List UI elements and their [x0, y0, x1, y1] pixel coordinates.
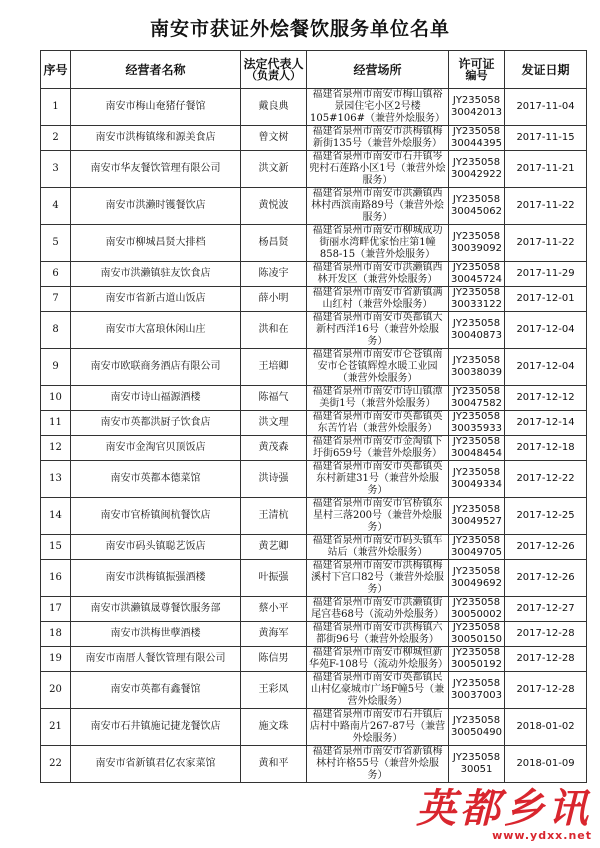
row-address: 福建省泉州市南安市英都镇英东苦竹岩（兼营外烩服务）: [307, 411, 449, 436]
row-address: 福建省泉州市南安市柳城成功街丽水湾畔优家怡庄第1幢858-15（兼营外烩服务）: [307, 225, 449, 262]
header-date: 发证日期: [505, 51, 587, 89]
table-row: [41, 349, 587, 386]
row-license-number: JY235058 30049527: [449, 498, 505, 535]
row-name: 南安市省新镇君亿农家菜馆: [71, 746, 241, 783]
row-representative: 洪文理: [241, 411, 307, 436]
row-issue-date: 2017-12-18: [505, 436, 587, 461]
row-representative: 王彩凤: [241, 672, 307, 709]
row-no: 8: [41, 312, 71, 349]
table-row: [41, 312, 587, 349]
row-address: 福建省泉州市南安市金淘镇下圩街659号（兼营外烩服务）: [307, 436, 449, 461]
row-no: 11: [41, 411, 71, 436]
row-address: 福建省泉州市南安市码头镇车站后（兼营外烩服务）: [307, 535, 449, 560]
row-representative: 黄茂森: [241, 436, 307, 461]
row-issue-date: 2017-12-28: [505, 647, 587, 672]
table-row: [41, 225, 587, 262]
table-row: [41, 89, 587, 126]
row-no: 15: [41, 535, 71, 560]
row-license-number: JY235058 30042922: [449, 151, 505, 188]
row-license-number: JY235058 30045724: [449, 262, 505, 287]
row-representative: 叶振强: [241, 560, 307, 597]
table-row: [41, 126, 587, 151]
row-address: 福建省泉州市南安市省新镇满山红村（兼营外烩服务）: [307, 287, 449, 312]
row-name: 南安市华友餐饮管理有限公司: [71, 151, 241, 188]
row-name: 南安市省新古道山饭店: [71, 287, 241, 312]
row-issue-date: 2017-12-04: [505, 349, 587, 386]
row-issue-date: 2017-12-28: [505, 622, 587, 647]
row-license-number: JY235058 30037003: [449, 672, 505, 709]
row-no: 13: [41, 461, 71, 498]
table-row: [41, 622, 587, 647]
row-issue-date: 2018-01-02: [505, 709, 587, 746]
row-license-number: JY235058 30050002: [449, 597, 505, 622]
row-no: 7: [41, 287, 71, 312]
row-issue-date: 2017-12-26: [505, 535, 587, 560]
row-no: 14: [41, 498, 71, 535]
row-issue-date: 2017-12-27: [505, 597, 587, 622]
table-row: [41, 647, 587, 672]
watermark-url: www.ydxx.net: [492, 829, 592, 842]
row-name: 南安市欧联商务酒店有限公司: [71, 349, 241, 386]
row-no: 19: [41, 647, 71, 672]
row-address: 福建省泉州市南安市仑苍镇南安市仑苍镇辉煌水暖工业园（兼营外烩服务）: [307, 349, 449, 386]
row-representative: 陈凌宇: [241, 262, 307, 287]
row-representative: 陈信男: [241, 647, 307, 672]
row-address: 福建省泉州市南安市梅山镇裕景园住宅小区2号楼105#106#（兼营外烩服务）: [307, 89, 449, 126]
row-no: 22: [41, 746, 71, 783]
row-issue-date: 2018-01-09: [505, 746, 587, 783]
row-representative: 王培卿: [241, 349, 307, 386]
table-row: [41, 709, 587, 746]
row-no: 21: [41, 709, 71, 746]
table-row: [41, 188, 587, 225]
row-representative: 施文珠: [241, 709, 307, 746]
table-row: [41, 436, 587, 461]
row-name: 南安市英都洪厨子饮食店: [71, 411, 241, 436]
row-address: 福建省泉州市南安市洪梅镇梅溪村下宫口82号（兼营外烩服务）: [307, 560, 449, 597]
row-license-number: JY235058 30044395: [449, 126, 505, 151]
row-name: 南安市英都有鑫餐馆: [71, 672, 241, 709]
row-representative: 洪和在: [241, 312, 307, 349]
row-issue-date: 2017-11-21: [505, 151, 587, 188]
row-issue-date: 2017-12-22: [505, 461, 587, 498]
row-name: 南安市码头镇聪艺饭店: [71, 535, 241, 560]
row-no: 9: [41, 349, 71, 386]
row-address: 福建省泉州市南安市洪濑镇西林村西滨南路89号（兼营外烩服务）: [307, 188, 449, 225]
row-address: 福建省泉州市南安市省新镇梅林村许格55号（兼营外烩服务）: [307, 746, 449, 783]
table-row: [41, 498, 587, 535]
row-license-number: JY235058 30049692: [449, 560, 505, 597]
header-rep-line1: 法定代表人: [243, 56, 304, 71]
row-representative: 洪诗强: [241, 461, 307, 498]
row-name: 南安市洪濑镇驻友饮食店: [71, 262, 241, 287]
row-name: 南安市大富琅休闲山庄: [71, 312, 241, 349]
header-name: 经营者名称: [71, 51, 241, 89]
row-address: 福建省泉州市南安市洪濑镇街尾宫巷68号（流动外烩服务）: [307, 597, 449, 622]
row-address: 福建省泉州市南安市官桥镇东星村三落200号（兼营外烩服务）: [307, 498, 449, 535]
row-issue-date: 2017-12-28: [505, 672, 587, 709]
license-table: [40, 50, 587, 783]
row-representative: 戴良典: [241, 89, 307, 126]
row-issue-date: 2017-12-04: [505, 312, 587, 349]
table-row: [41, 262, 587, 287]
page-title: 南安市获证外烩餐饮服务单位名单: [149, 18, 450, 40]
row-no: 16: [41, 560, 71, 597]
row-name: 南安市南厝人餐饮管理有限公司: [71, 647, 241, 672]
row-address: 福建省泉州市南安市洪梅镇六都街96号（兼营外烩服务）: [307, 622, 449, 647]
row-name: 南安市柳城昌贤大排档: [71, 225, 241, 262]
row-license-number: JY235058 30049705: [449, 535, 505, 560]
row-issue-date: 2017-12-01: [505, 287, 587, 312]
row-address: 福建省泉州市南安市英都镇民山村亿豪城市广场F幢5号（兼营外烩服务）: [307, 672, 449, 709]
row-license-number: JY235058 30051: [449, 746, 505, 783]
row-no: 5: [41, 225, 71, 262]
row-name: 南安市官桥镇闽杭餐饮店: [71, 498, 241, 535]
row-license-number: JY235058 30050490: [449, 709, 505, 746]
watermark-text: 英都乡讯: [416, 785, 592, 832]
table-row: [41, 386, 587, 411]
row-address: 福建省泉州市南安市洪梅镇梅新街135号（兼营外烩服务）: [307, 126, 449, 151]
row-issue-date: 2017-12-25: [505, 498, 587, 535]
row-no: 3: [41, 151, 71, 188]
row-address: 福建省泉州市南安市石井镇岑兜村石莲路小区1号（兼营外烩服务）: [307, 151, 449, 188]
row-address: 福建省泉州市南安市英都镇英东村新建31号（兼营外烩服务）: [307, 461, 449, 498]
row-representative: 洪文新: [241, 151, 307, 188]
row-issue-date: 2017-12-14: [505, 411, 587, 436]
row-no: 6: [41, 262, 71, 287]
row-name: 南安市洪梅镇振强酒楼: [71, 560, 241, 597]
row-issue-date: 2017-11-15: [505, 126, 587, 151]
row-name: 南安市洪梅镇缘和源美食店: [71, 126, 241, 151]
row-address: 福建省泉州市南安市英都镇大新村西洋16号（兼营外烩服务）: [307, 312, 449, 349]
row-name: 南安市洪梅世孽酒楼: [71, 622, 241, 647]
table-row: [41, 411, 587, 436]
row-license-number: JY235058 30038039: [449, 349, 505, 386]
row-issue-date: 2017-11-29: [505, 262, 587, 287]
header-rep-line2: （负责人）: [246, 68, 301, 82]
row-name: 南安市英都本德菜馆: [71, 461, 241, 498]
row-name: 南安市金淘官贝顶饭店: [71, 436, 241, 461]
row-name: 南安市诗山福源酒楼: [71, 386, 241, 411]
row-license-number: JY235058 30050192: [449, 647, 505, 672]
table-header-row: [41, 51, 587, 89]
row-license-number: JY235058 30039092: [449, 225, 505, 262]
header-license-line2: 编号: [465, 68, 488, 82]
row-no: 20: [41, 672, 71, 709]
row-representative: 陈福气: [241, 386, 307, 411]
row-no: 4: [41, 188, 71, 225]
row-no: 10: [41, 386, 71, 411]
table-row: [41, 560, 587, 597]
row-issue-date: 2017-11-04: [505, 89, 587, 126]
header-license-line1: 许可证: [458, 56, 495, 71]
row-name: 南安市洪濑镇晟尊餐饮服务部: [71, 597, 241, 622]
row-representative: 曾文树: [241, 126, 307, 151]
row-issue-date: 2017-12-26: [505, 560, 587, 597]
header-no: 序号: [41, 51, 71, 89]
row-representative: 黄艺卿: [241, 535, 307, 560]
row-representative: 薛小明: [241, 287, 307, 312]
row-address: 福建省泉州市南安市洪濑镇西林开发区（兼营外烩服务）: [307, 262, 449, 287]
row-issue-date: 2017-12-12: [505, 386, 587, 411]
row-license-number: JY235058 30050150: [449, 622, 505, 647]
row-representative: 黄悦波: [241, 188, 307, 225]
watermark-logo: [392, 785, 592, 844]
row-no: 12: [41, 436, 71, 461]
table-row: [41, 287, 587, 312]
row-no: 1: [41, 89, 71, 126]
row-address: 福建省泉州市南安市诗山镇潭美街1号（兼营外烩服务）: [307, 386, 449, 411]
row-license-number: JY235058 30045062: [449, 188, 505, 225]
row-representative: 杨昌贤: [241, 225, 307, 262]
row-no: 17: [41, 597, 71, 622]
row-license-number: JY235058 30035933: [449, 411, 505, 436]
row-license-number: JY235058 30049334: [449, 461, 505, 498]
row-license-number: JY235058 30033122: [449, 287, 505, 312]
row-representative: 黄海军: [241, 622, 307, 647]
header-rep: [241, 51, 307, 89]
row-name: 南安市石井镇施记捷龙餐饮店: [71, 709, 241, 746]
row-name: 南安市洪濑时镬餐饮店: [71, 188, 241, 225]
row-address: 福建省泉州市南安市柳城恒新华苑F-108号（流动外烩服务）: [307, 647, 449, 672]
header-license: [449, 51, 505, 89]
row-representative: 蔡小平: [241, 597, 307, 622]
row-address: 福建省泉州市南安市石井镇后店村中路南片267-87号（兼营外烩服务）: [307, 709, 449, 746]
row-issue-date: 2017-11-22: [505, 225, 587, 262]
table-row: [41, 672, 587, 709]
row-no: 2: [41, 126, 71, 151]
table-row: [41, 151, 587, 188]
row-license-number: JY235058 30040873: [449, 312, 505, 349]
row-license-number: JY235058 30047582: [449, 386, 505, 411]
table-row: [41, 746, 587, 783]
row-license-number: JY235058 30048454: [449, 436, 505, 461]
row-license-number: JY235058 30042013: [449, 89, 505, 126]
row-no: 18: [41, 622, 71, 647]
header-addr: 经营场所: [307, 51, 449, 89]
table-row: [41, 597, 587, 622]
row-representative: 黄和平: [241, 746, 307, 783]
row-issue-date: 2017-11-22: [505, 188, 587, 225]
table-row: [41, 535, 587, 560]
row-name: 南安市梅山奄猪仔餐馆: [71, 89, 241, 126]
table-row: [41, 461, 587, 498]
row-representative: 王清杭: [241, 498, 307, 535]
